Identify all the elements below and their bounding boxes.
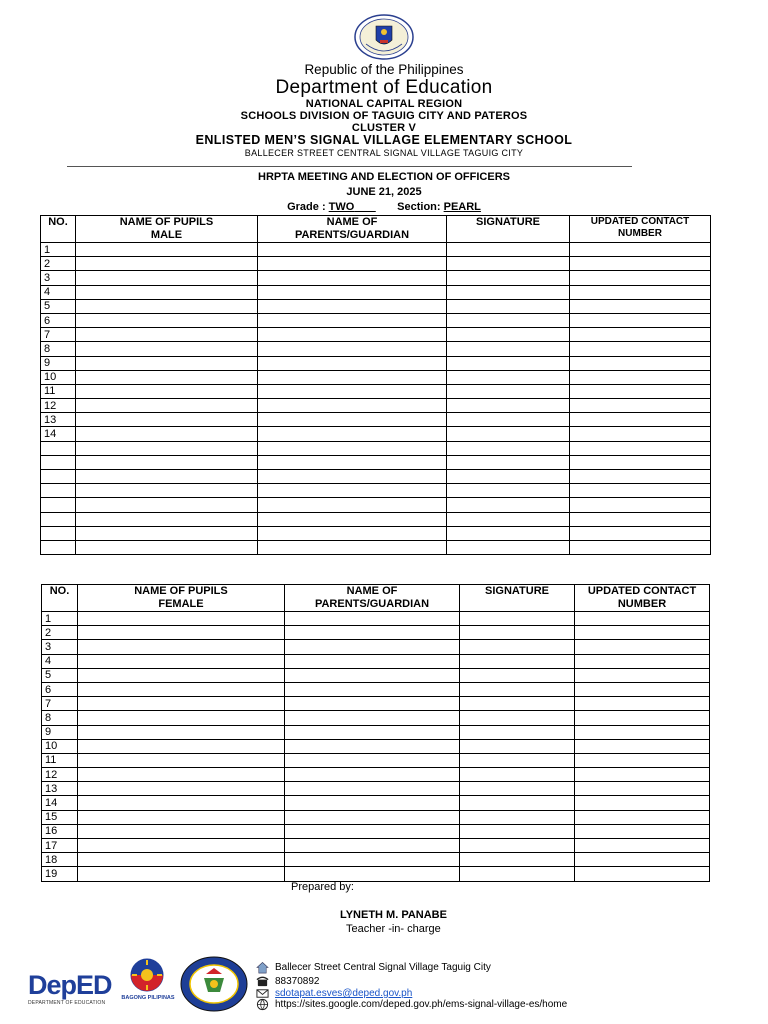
- pupil-name-cell: [78, 867, 285, 881]
- contact-cell: [570, 384, 711, 398]
- signature-cell: [460, 739, 575, 753]
- table-row: [41, 370, 711, 384]
- table-row: [41, 526, 711, 540]
- parent-name-cell: [285, 668, 460, 682]
- signature-cell: [447, 384, 570, 398]
- signature-cell: [460, 867, 575, 881]
- row-number: 13: [41, 413, 76, 427]
- parent-name-cell: [258, 342, 447, 356]
- region-line: NATIONAL CAPITAL REGION: [305, 98, 463, 110]
- row-number: 8: [42, 711, 78, 725]
- row-number: 5: [41, 299, 76, 313]
- contact-cell: [570, 441, 711, 455]
- contact-cell: [575, 711, 710, 725]
- parent-name-cell: [285, 839, 460, 853]
- row-number: 17: [42, 839, 78, 853]
- parent-name-cell: [285, 626, 460, 640]
- parent-name-cell: [258, 271, 447, 285]
- contact-cell: [575, 753, 710, 767]
- parent-name-cell: [258, 498, 447, 512]
- parent-name-cell: [285, 782, 460, 796]
- pupil-name-cell: [78, 626, 285, 640]
- col-no: NO.: [41, 216, 76, 243]
- deped-seal-logo: [354, 14, 414, 60]
- footer-address: Ballecer Street Central Signal Village Taguig City: [256, 961, 491, 974]
- col-signature: SIGNATURE: [447, 216, 570, 243]
- cluster-line: CLUSTER V: [351, 122, 417, 134]
- table-row: [41, 356, 711, 370]
- parent-name-cell: [285, 612, 460, 626]
- table-row: [42, 697, 710, 711]
- row-number: 19: [42, 867, 78, 881]
- contact-cell: [575, 768, 710, 782]
- table-row: [42, 626, 710, 640]
- signature-cell: [447, 470, 570, 484]
- parent-name-cell: [258, 257, 447, 271]
- contact-cell: [570, 413, 711, 427]
- signature-cell: [460, 697, 575, 711]
- contact-cell: [575, 796, 710, 810]
- contact-cell: [575, 654, 710, 668]
- row-number: 1: [42, 612, 78, 626]
- contact-cell: [570, 512, 711, 526]
- table-row: [41, 427, 711, 441]
- contact-cell: [570, 271, 711, 285]
- table-row: [42, 640, 710, 654]
- table-row: [41, 384, 711, 398]
- web-icon: [256, 998, 269, 1011]
- contact-cell: [570, 427, 711, 441]
- parent-name-cell: [285, 725, 460, 739]
- signature-cell: [447, 512, 570, 526]
- contact-cell: [570, 328, 711, 342]
- parent-name-cell: [258, 243, 447, 257]
- parent-name-cell: [258, 285, 447, 299]
- school-address: BALLECER STREET CENTRAL SIGNAL VILLAGE TAGUIG CITY: [244, 148, 524, 158]
- col-signature: SIGNATURE: [460, 585, 575, 612]
- row-number: 1: [41, 243, 76, 257]
- parent-name-cell: [285, 640, 460, 654]
- pupil-name-cell: [78, 654, 285, 668]
- pupil-name-cell: [78, 697, 285, 711]
- pupil-name-cell: [78, 725, 285, 739]
- parent-name-cell: [258, 455, 447, 469]
- col-parent-name: NAME OF PARENTS/GUARDIAN: [285, 585, 460, 612]
- contact-cell: [575, 739, 710, 753]
- row-number: [41, 540, 76, 554]
- republic-line: Republic of the Philippines: [304, 62, 464, 77]
- contact-cell: [570, 498, 711, 512]
- row-number: 5: [42, 668, 78, 682]
- email-link[interactable]: sdotapat.esves@deped.gov.ph: [275, 988, 413, 999]
- pupil-name-cell: [78, 796, 285, 810]
- parent-name-cell: [258, 470, 447, 484]
- parent-name-cell: [258, 370, 447, 384]
- parent-name-cell: [258, 484, 447, 498]
- row-number: 11: [41, 384, 76, 398]
- signature-cell: [447, 328, 570, 342]
- table-row: [42, 711, 710, 725]
- signature-cell: [460, 753, 575, 767]
- pupil-name-cell: [76, 370, 258, 384]
- parent-name-cell: [258, 328, 447, 342]
- pupil-name-cell: [78, 612, 285, 626]
- table-row: [41, 328, 711, 342]
- table-row: [41, 313, 711, 327]
- signature-cell: [460, 810, 575, 824]
- pupil-name-cell: [76, 399, 258, 413]
- table-row: [42, 853, 710, 867]
- pupil-name-cell: [78, 739, 285, 753]
- signature-cell: [447, 441, 570, 455]
- col-contact: UPDATED CONTACT NUMBER: [570, 216, 711, 243]
- signature-cell: [447, 413, 570, 427]
- row-number: 10: [42, 739, 78, 753]
- pupil-name-cell: [78, 682, 285, 696]
- contact-cell: [570, 484, 711, 498]
- signature-cell: [447, 285, 570, 299]
- female-attendance-table: [41, 584, 710, 882]
- signature-cell: [460, 796, 575, 810]
- signature-cell: [447, 370, 570, 384]
- department-title: Department of Education: [275, 77, 493, 98]
- parent-name-cell: [285, 853, 460, 867]
- contact-cell: [570, 313, 711, 327]
- pupil-name-cell: [78, 753, 285, 767]
- table-row: [41, 455, 711, 469]
- pupil-name-cell: [76, 512, 258, 526]
- signature-cell: [447, 356, 570, 370]
- table-row: [41, 441, 711, 455]
- col-pupil-name: NAME OF PUPILS MALE: [76, 216, 258, 243]
- pupil-name-cell: [76, 413, 258, 427]
- contact-cell: [570, 356, 711, 370]
- male-attendance-table: [40, 215, 711, 555]
- pupil-name-cell: [76, 328, 258, 342]
- table-row: [41, 413, 711, 427]
- pupil-name-cell: [78, 711, 285, 725]
- row-number: [41, 455, 76, 469]
- signature-cell: [460, 853, 575, 867]
- event-date: JUNE 21, 2025: [346, 186, 422, 198]
- pupil-name-cell: [78, 668, 285, 682]
- table-row: [41, 342, 711, 356]
- signature-cell: [460, 612, 575, 626]
- table-row: [42, 725, 710, 739]
- website-link[interactable]: https://sites.google.com/deped.gov.ph/ems-signal-village-es/home: [275, 999, 568, 1010]
- signatory-role: Teacher -in- charge: [346, 923, 441, 935]
- row-number: 13: [42, 782, 78, 796]
- signature-cell: [447, 399, 570, 413]
- table-row: [41, 299, 711, 313]
- pupil-name-cell: [76, 271, 258, 285]
- signature-cell: [447, 299, 570, 313]
- table-row: [42, 867, 710, 881]
- contact-cell: [570, 299, 711, 313]
- table-row: [42, 796, 710, 810]
- row-number: 8: [41, 342, 76, 356]
- pupil-name-cell: [78, 853, 285, 867]
- pupil-name-cell: [76, 470, 258, 484]
- contact-cell: [570, 243, 711, 257]
- footer-phone: 88370892: [256, 975, 320, 988]
- contact-cell: [575, 626, 710, 640]
- pupil-name-cell: [76, 384, 258, 398]
- parent-name-cell: [285, 654, 460, 668]
- bagong-pilipinas-text: BAGONG PILIPINAS: [121, 995, 175, 1001]
- row-number: 2: [41, 257, 76, 271]
- contact-cell: [575, 640, 710, 654]
- signature-cell: [460, 782, 575, 796]
- signature-cell: [447, 243, 570, 257]
- parent-name-cell: [258, 356, 447, 370]
- table-row: [42, 654, 710, 668]
- row-number: 16: [42, 824, 78, 838]
- footer-website: [256, 998, 567, 1011]
- signature-cell: [447, 313, 570, 327]
- table-row: [42, 682, 710, 696]
- deped-footer-logo: DepED DEPARTMENT OF EDUCATION: [28, 970, 112, 1006]
- parent-name-cell: [258, 526, 447, 540]
- signature-cell: [447, 342, 570, 356]
- table-row: [41, 257, 711, 271]
- home-icon: [256, 961, 269, 974]
- col-contact: UPDATED CONTACT NUMBER: [575, 585, 710, 612]
- signature-cell: [460, 640, 575, 654]
- parent-name-cell: [285, 867, 460, 881]
- table-row: [41, 484, 711, 498]
- col-parent-name: NAME OF PARENTS/GUARDIAN: [258, 216, 447, 243]
- table-row: [41, 285, 711, 299]
- pupil-name-cell: [78, 640, 285, 654]
- contact-cell: [575, 682, 710, 696]
- grade-section-line: [0, 201, 768, 213]
- table-row: [42, 768, 710, 782]
- parent-name-cell: [258, 512, 447, 526]
- contact-cell: [570, 285, 711, 299]
- parent-name-cell: [258, 427, 447, 441]
- contact-cell: [575, 612, 710, 626]
- row-number: 3: [42, 640, 78, 654]
- row-number: 15: [42, 810, 78, 824]
- contact-cell: [575, 697, 710, 711]
- signature-cell: [460, 824, 575, 838]
- contact-cell: [570, 526, 711, 540]
- header-divider: [67, 166, 632, 167]
- pupil-name-cell: [76, 427, 258, 441]
- prepared-by-label: Prepared by:: [291, 881, 354, 893]
- parent-name-cell: [285, 796, 460, 810]
- row-number: [41, 441, 76, 455]
- row-number: 3: [41, 271, 76, 285]
- signature-cell: [460, 839, 575, 853]
- division-line: SCHOOLS DIVISION OF TAGUIG CITY AND PATEROS: [240, 110, 528, 122]
- row-number: 6: [42, 682, 78, 696]
- parent-name-cell: [258, 384, 447, 398]
- table-row: [42, 668, 710, 682]
- section-label: Section:: [397, 201, 441, 213]
- contact-cell: [570, 342, 711, 356]
- signature-cell: [460, 668, 575, 682]
- col-pupil-name: NAME OF PUPILS FEMALE: [78, 585, 285, 612]
- parent-name-cell: [258, 441, 447, 455]
- event-title: HRPTA MEETING AND ELECTION OF OFFICERS: [258, 171, 510, 183]
- parent-name-cell: [258, 399, 447, 413]
- parent-name-cell: [285, 711, 460, 725]
- signature-cell: [447, 484, 570, 498]
- table-row: [42, 839, 710, 853]
- table-row: [41, 243, 711, 257]
- parent-name-cell: [258, 540, 447, 554]
- parent-name-cell: [285, 739, 460, 753]
- table-row: [41, 470, 711, 484]
- row-number: [41, 526, 76, 540]
- pupil-name-cell: [76, 540, 258, 554]
- col-no: NO.: [42, 585, 78, 612]
- contact-cell: [575, 782, 710, 796]
- signature-cell: [447, 271, 570, 285]
- row-number: 7: [42, 697, 78, 711]
- row-number: 12: [42, 768, 78, 782]
- table-row: [42, 810, 710, 824]
- pupil-name-cell: [76, 455, 258, 469]
- parent-name-cell: [285, 753, 460, 767]
- table-row: [41, 399, 711, 413]
- contact-cell: [570, 470, 711, 484]
- pupil-name-cell: [76, 285, 258, 299]
- parent-name-cell: [258, 413, 447, 427]
- contact-cell: [575, 867, 710, 881]
- row-number: 6: [41, 313, 76, 327]
- pupil-name-cell: [78, 768, 285, 782]
- row-number: 4: [42, 654, 78, 668]
- row-number: 12: [41, 399, 76, 413]
- row-number: [41, 512, 76, 526]
- contact-cell: [570, 370, 711, 384]
- parent-name-cell: [258, 313, 447, 327]
- table-row: [41, 512, 711, 526]
- row-number: 11: [42, 753, 78, 767]
- signature-cell: [460, 711, 575, 725]
- row-number: 14: [41, 427, 76, 441]
- table-row: [42, 612, 710, 626]
- table-row: [41, 498, 711, 512]
- contact-cell: [570, 455, 711, 469]
- signature-cell: [460, 768, 575, 782]
- row-number: [41, 470, 76, 484]
- pupil-name-cell: [76, 484, 258, 498]
- pupil-name-cell: [78, 782, 285, 796]
- signature-cell: [447, 455, 570, 469]
- pupil-name-cell: [76, 257, 258, 271]
- contact-cell: [570, 399, 711, 413]
- row-number: [41, 484, 76, 498]
- signature-cell: [447, 427, 570, 441]
- table-row: [41, 540, 711, 554]
- contact-cell: [575, 725, 710, 739]
- contact-cell: [575, 668, 710, 682]
- contact-cell: [575, 853, 710, 867]
- contact-cell: [575, 839, 710, 853]
- parent-name-cell: [285, 824, 460, 838]
- pupil-name-cell: [76, 299, 258, 313]
- signature-cell: [460, 626, 575, 640]
- pupil-name-cell: [76, 313, 258, 327]
- parent-name-cell: [285, 810, 460, 824]
- contact-cell: [570, 540, 711, 554]
- signature-cell: [460, 654, 575, 668]
- pupil-name-cell: [76, 498, 258, 512]
- row-number: 9: [42, 725, 78, 739]
- row-number: [41, 498, 76, 512]
- table-row: [42, 739, 710, 753]
- row-number: 14: [42, 796, 78, 810]
- signature-cell: [447, 498, 570, 512]
- grade-value: TWO: [328, 201, 355, 213]
- row-number: 4: [41, 285, 76, 299]
- table-row: [42, 753, 710, 767]
- table-row: [41, 271, 711, 285]
- pupil-name-cell: [76, 243, 258, 257]
- pupil-name-cell: [78, 810, 285, 824]
- signatory-name: LYNETH M. PANABE: [340, 909, 447, 921]
- row-number: 18: [42, 853, 78, 867]
- contact-cell: [575, 810, 710, 824]
- table-row: [42, 782, 710, 796]
- signature-cell: [460, 725, 575, 739]
- table-row: [42, 824, 710, 838]
- row-number: 7: [41, 328, 76, 342]
- grade-label: Grade :: [287, 201, 326, 213]
- row-number: 2: [42, 626, 78, 640]
- parent-name-cell: [258, 299, 447, 313]
- pupil-name-cell: [76, 441, 258, 455]
- parent-name-cell: [285, 768, 460, 782]
- parent-name-cell: [285, 697, 460, 711]
- signature-cell: [447, 257, 570, 271]
- signature-cell: [460, 682, 575, 696]
- school-name: ENLISTED MEN’S SIGNAL VILLAGE ELEMENTARY SCHOOL: [195, 133, 573, 147]
- pupil-name-cell: [76, 526, 258, 540]
- section-value: PEARL: [443, 201, 481, 213]
- row-number: 9: [41, 356, 76, 370]
- parent-name-cell: [285, 682, 460, 696]
- pupil-name-cell: [76, 342, 258, 356]
- signature-cell: [447, 526, 570, 540]
- pupil-name-cell: [76, 356, 258, 370]
- contact-cell: [575, 824, 710, 838]
- signature-cell: [447, 540, 570, 554]
- pupil-name-cell: [78, 839, 285, 853]
- contact-cell: [570, 257, 711, 271]
- pupil-name-cell: [78, 824, 285, 838]
- row-number: 10: [41, 370, 76, 384]
- school-seal-logo: [180, 956, 248, 1012]
